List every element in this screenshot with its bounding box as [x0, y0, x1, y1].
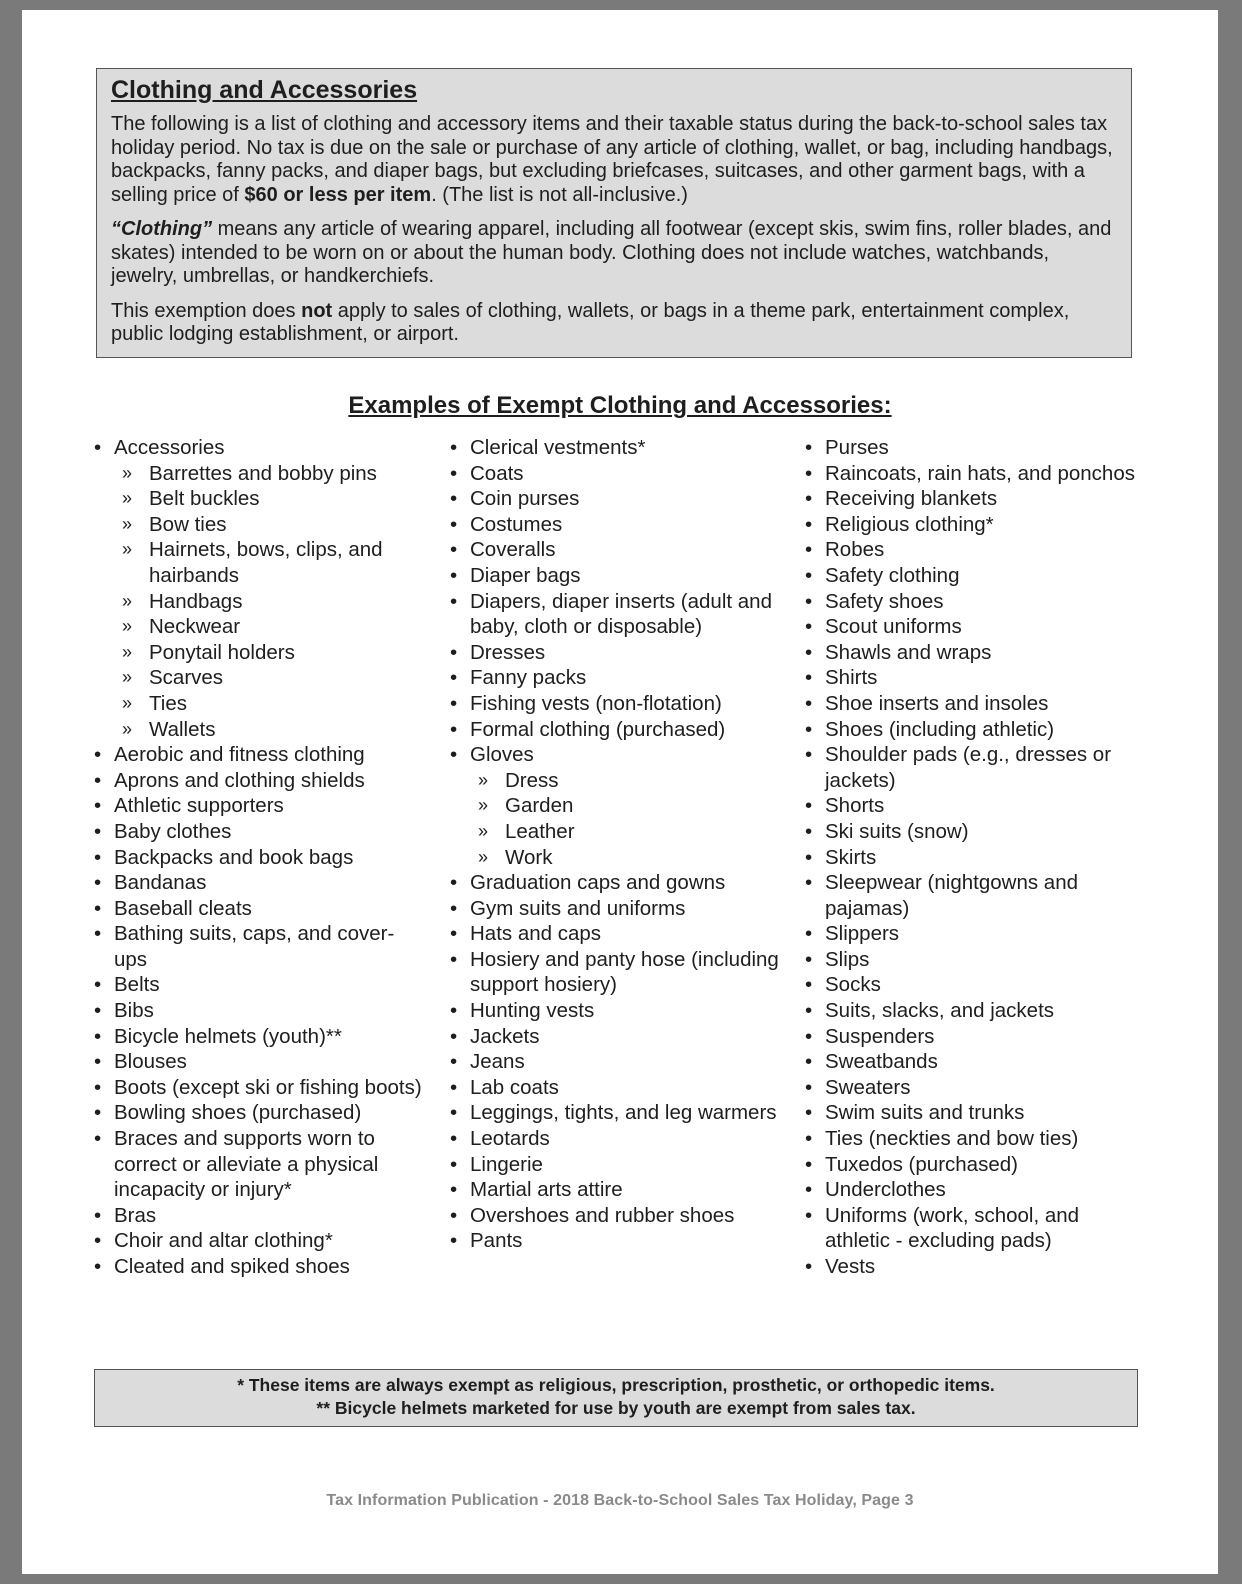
list-item: • Bibs	[94, 998, 424, 1024]
list-item: • Ski suits (snow)	[805, 819, 1145, 845]
list-item: • Vests	[805, 1254, 1145, 1280]
list-item: • Shawls and wraps	[805, 640, 1145, 666]
list-item: • Robes	[805, 537, 1145, 563]
item-list-1	[94, 435, 424, 1280]
list-item: • Jackets	[450, 1024, 790, 1050]
list-item: • Socks	[805, 972, 1145, 998]
intro-p1-text: The following is a list of clothing and accessory items and their taxable status during the back-to-school sales tax holiday period. No tax is due on the sale or purchase of any article of clothing, wallet, or bag, including handbags, backpacks, fanny packs, and diaper bags, but excluding briefcases, suitcases, and other garment bags, with a selling price of	[111, 113, 1113, 206]
list-subitem: » Garden	[450, 793, 790, 819]
list-item: • Slips	[805, 947, 1145, 973]
list-item: • Sweaters	[805, 1075, 1145, 1101]
list-item: • Shorts	[805, 793, 1145, 819]
list-subitem: » Ponytail holders	[94, 640, 424, 666]
intro-paragraph-3	[111, 300, 1117, 347]
intro-p3-not: not	[301, 299, 333, 322]
page-sheet	[22, 10, 1218, 1574]
list-item: • Choir and altar clothing*	[94, 1228, 424, 1254]
list-item: • Dresses	[450, 640, 790, 666]
column-3	[805, 435, 1145, 1280]
list-item: • Safety clothing	[805, 563, 1145, 589]
list-item: • Safety shoes	[805, 589, 1145, 615]
list-subitem: » Belt buckles	[94, 486, 424, 512]
list-item: • Bathing suits, caps, and cover-ups	[94, 921, 424, 972]
list-subitem: » Work	[450, 845, 790, 871]
list-subitem: » Hairnets, bows, clips, and hairbands	[94, 537, 424, 588]
list-item: • Costumes	[450, 512, 790, 538]
list-item: • Uniforms (work, school, and athletic - excluding pads)	[805, 1203, 1145, 1254]
list-item: • Belts	[94, 972, 424, 998]
list-item: • Bandanas	[94, 870, 424, 896]
list-item: • Lab coats	[450, 1075, 790, 1101]
list-item: • Bras	[94, 1203, 424, 1229]
list-subitem: » Ties	[94, 691, 424, 717]
list-item: • Fishing vests (non-flotation)	[450, 691, 790, 717]
list-item: • Tuxedos (purchased)	[805, 1152, 1145, 1178]
list-item: • Baby clothes	[94, 819, 424, 845]
intro-p1-tail: . (The list is not all-inclusive.)	[431, 183, 688, 206]
list-item: • Ties (neckties and bow ties)	[805, 1126, 1145, 1152]
item-list-3	[805, 435, 1145, 1280]
list-item: • Aerobic and fitness clothing	[94, 742, 424, 768]
list-subitem: » Leather	[450, 819, 790, 845]
list-item: • Shoes (including athletic)	[805, 717, 1145, 743]
intro-p3-text: This exemption does	[111, 299, 302, 322]
list-item: • Pants	[450, 1228, 790, 1254]
list-item: • Hunting vests	[450, 998, 790, 1024]
footnote-line-2: ** Bicycle helmets marketed for use by youth are exempt from sales tax.	[316, 1398, 916, 1418]
list-item: • Jeans	[450, 1049, 790, 1075]
intro-p3-tail: apply to sales of clothing, wallets, or bags in a theme park, entertainment complex, public lodging establishment, or airport.	[111, 299, 1070, 345]
list-item: • Backpacks and book bags	[94, 845, 424, 871]
list-item: • Leggings, tights, and leg warmers	[450, 1100, 790, 1126]
list-item: • Athletic supporters	[94, 793, 424, 819]
examples-title: Examples of Exempt Clothing and Accessories:	[348, 392, 892, 419]
list-subitem: » Bow ties	[94, 512, 424, 538]
intro-paragraph-1	[111, 113, 1117, 207]
list-item: • Hosiery and panty hose (including support hosiery)	[450, 947, 790, 998]
column-2	[450, 435, 790, 1254]
list-item: • Suits, slacks, and jackets	[805, 998, 1145, 1024]
intro-paragraph-2	[111, 218, 1117, 289]
list-item: • Suspenders	[805, 1024, 1145, 1050]
list-item: • Sweatbands	[805, 1049, 1145, 1075]
list-item: • Cleated and spiked shoes	[94, 1254, 424, 1280]
footnote-line-1: * These items are always exempt as religious, prescription, prosthetic, or orthopedic items.	[237, 1375, 995, 1395]
page-footer: Tax Information Publication - 2018 Back-to-School Sales Tax Holiday, Page 3	[326, 1492, 914, 1509]
item-list-2	[450, 435, 790, 1254]
list-item: • Graduation caps and gowns	[450, 870, 790, 896]
list-item: • Bowling shoes (purchased)	[94, 1100, 424, 1126]
list-subitem: » Barrettes and bobby pins	[94, 461, 424, 487]
clothing-term: “Clothing”	[111, 218, 213, 240]
list-item: • Shirts	[805, 665, 1145, 691]
list-item: • Boots (except ski or fishing boots)	[94, 1075, 424, 1101]
list-item: • Raincoats, rain hats, and ponchos	[805, 461, 1145, 487]
list-item: • Skirts	[805, 845, 1145, 871]
list-subitem: » Wallets	[94, 717, 424, 743]
intro-heading: Clothing and Accessories	[111, 76, 418, 104]
list-subitem: » Scarves	[94, 665, 424, 691]
list-item: • Baseball cleats	[94, 896, 424, 922]
list-item: • Shoulder pads (e.g., dresses or jackets)	[805, 742, 1145, 793]
list-item: • Formal clothing (purchased)	[450, 717, 790, 743]
list-subitem: » Neckwear	[94, 614, 424, 640]
list-item: • Clerical vestments*	[450, 435, 790, 461]
list-item: • Coats	[450, 461, 790, 487]
list-item: • Underclothes	[805, 1177, 1145, 1203]
list-item: • Overshoes and rubber shoes	[450, 1203, 790, 1229]
list-item: • Diapers, diaper inserts (adult and baby, cloth or disposable)	[450, 589, 790, 640]
list-item: • Sleepwear (nightgowns and pajamas)	[805, 870, 1145, 921]
list-item: • Diaper bags	[450, 563, 790, 589]
intro-box	[96, 68, 1132, 358]
list-item: • Swim suits and trunks	[805, 1100, 1145, 1126]
list-item: • Religious clothing*	[805, 512, 1145, 538]
list-item: • Scout uniforms	[805, 614, 1145, 640]
list-item: • Blouses	[94, 1049, 424, 1075]
intro-p1-price: $60 or less per item	[244, 183, 432, 206]
list-item: • Receiving blankets	[805, 486, 1145, 512]
list-item: • Aprons and clothing shields	[94, 768, 424, 794]
list-item: • Accessories	[94, 435, 424, 461]
list-item: • Hats and caps	[450, 921, 790, 947]
list-subitem: » Handbags	[94, 589, 424, 615]
list-item: • Lingerie	[450, 1152, 790, 1178]
list-item: • Coveralls	[450, 537, 790, 563]
list-item: • Gym suits and uniforms	[450, 896, 790, 922]
list-item: • Leotards	[450, 1126, 790, 1152]
list-item: • Purses	[805, 435, 1145, 461]
list-subitem: » Dress	[450, 768, 790, 794]
list-item: • Slippers	[805, 921, 1145, 947]
footnote-box	[94, 1369, 1138, 1427]
column-1	[94, 435, 424, 1280]
list-item: • Gloves	[450, 742, 790, 768]
list-item: • Braces and supports worn to correct or alleviate a physical incapacity or injury*	[94, 1126, 424, 1203]
list-item: • Coin purses	[450, 486, 790, 512]
list-item: • Bicycle helmets (youth)**	[94, 1024, 424, 1050]
list-item: • Martial arts attire	[450, 1177, 790, 1203]
list-item: • Shoe inserts and insoles	[805, 691, 1145, 717]
intro-p2-text: means any article of wearing apparel, including all footwear (except skis, swim fins, roller blades, and skates) intended to be worn on or about the human body. Clothing does not include watches, watchbands, jewelry, umbrellas, or handkerchiefs.	[111, 218, 1112, 287]
list-item: • Fanny packs	[450, 665, 790, 691]
